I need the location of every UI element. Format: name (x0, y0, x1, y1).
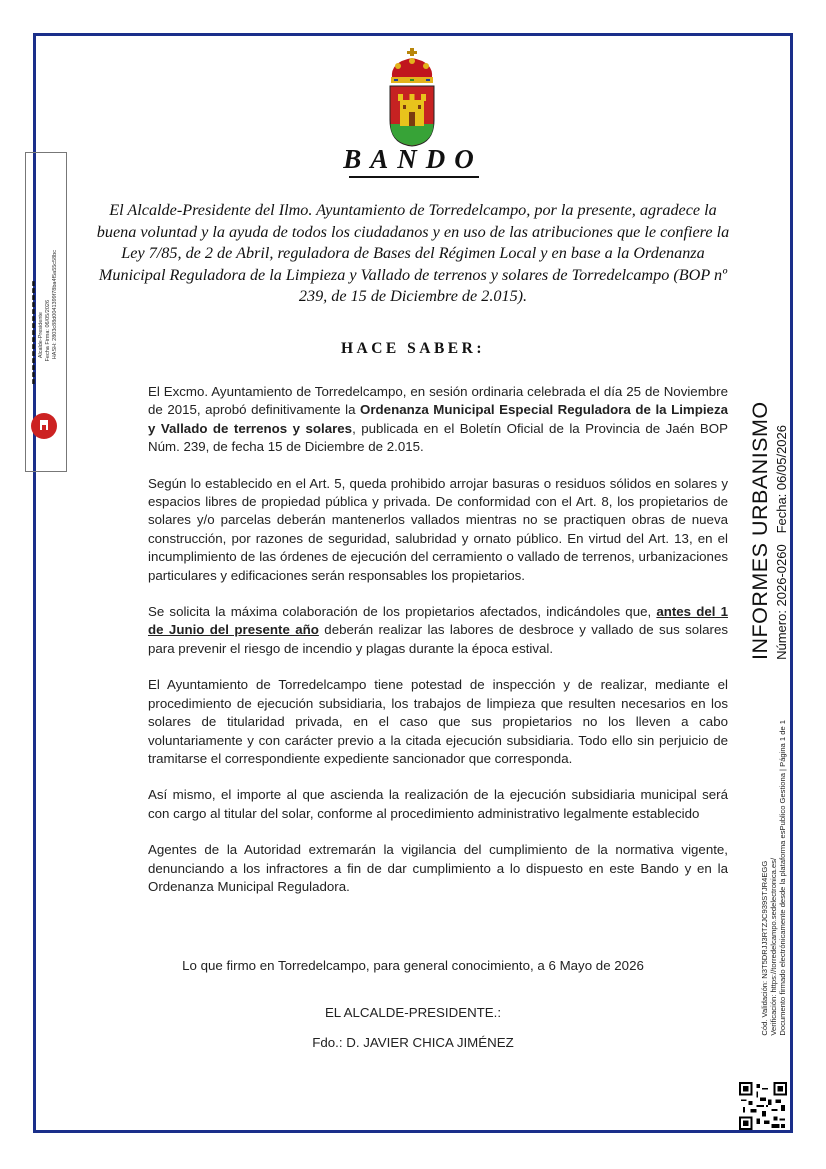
validation-code: Cód. Validación: N3T5DRJJ3RTZJC939STJR4EGG (760, 860, 769, 1036)
municipal-seal-icon (31, 413, 57, 439)
stamp-sign-date: Fecha Firma: 06/05/2026 (45, 300, 51, 362)
document-body (148, 383, 728, 914)
intro-paragraph: El Alcalde-Presidente del Ilmo. Ayuntamiento de Torredelcampo, por la presente, agradece la buena voluntad y la ayuda de todos los ciudadanos y en uso de las atribuciones que le confiere la Ley 7/85, de 2 de Abril, reguladora de Bases del Régimen Local y en base a la Ordenanza Municipal Reguladora de la Limpieza y Vallado de terrenos y solares de Torredelcampo (BOP nº 239, de 15 de Diciembre de 2.015). (96, 201, 730, 305)
hace-saber-heading: HACE SABER: (340, 340, 485, 357)
platform-note: Documento firmado electrónicamente desde la plataforma esPublico Gestiona | Página 1 de 1 (778, 720, 787, 1036)
paragraph-ejecucion-subsidiaria: El Ayuntamiento de Torredelcampo tiene potestad de inspección y de realizar, mediante el procedimiento de ejecución subsidiaria, los trabajos de limpieza que resulten necesarios en los solares de titularidad privada, en el caso que sus propietarios no los lleven a cabo voluntariamente y con carácter previo a la citada ejecución subsidiaria. Todo ello sin perjuicio de tramitarse el correspondiente expediente sancionador que corresponda. (148, 677, 728, 766)
signature-line: Fdo.: D. JAVIER CHICA JIMÉNEZ (312, 1035, 514, 1050)
document-title: BANDO (343, 144, 483, 174)
stamp-hash: HASH: 2803c88d0041399f78ba4f5a55c58bc (52, 250, 58, 360)
verification-url[interactable]: Verificación: https://torredelcampo.sedelectronica.es/ (769, 857, 778, 1036)
paragraph-ordenanza: El Excmo. Ayuntamiento de Torredelcampo, en sesión ordinaria celebrada el día 25 de Noviembre de 2015, aprobó definitivamente la Ordenanza Municipal Especial Reguladora de la Limpieza y Vallado de terrenos y solares, publicada en el Boletín Oficial de la Provincia de Jaén BOP Núm. 239, de fecha 15 de Diciembre de 2.015. (148, 384, 728, 455)
paragraph-plazo: Se solicita la máxima colaboración de los propietarios afectados, indicándoles que, antes del 1 de Junio del presente año deberán realizar las labores de desbroce y vallado de sus solares para prevenir el riesgo de incendio y plagas durante la época estival. (148, 604, 729, 656)
stamp-signer-bar: ▮▮▮▮▮▮▮▮▮▮▮▮▮▮▮ (31, 280, 37, 385)
registry-label: INFORMES URBANISMO (748, 401, 772, 660)
title-underline (349, 176, 479, 178)
paragraph-importe: Así mismo, el importe al que ascienda la realización de la ejecución subsidiaria municipal será con cargo al titular del solar, conforme al procedimiento administrativo legalmente establecido (148, 787, 728, 821)
qr-code-icon[interactable] (739, 1082, 787, 1130)
paragraph-articulos: Según lo establecido en el Art. 5, queda prohibido arrojar basuras o residuos sólidos en solares y espacios libres de propiedad pública y privada. De conformidad con el Art. 8, los propietarios de solares y/o parcelas deberán mantenerlos vallados mientras no se practiquen obras de nueva construcción, por razones de seguridad, salubridad y ornato público. En virtud del Art. 13, en el incumplimiento de las órdenes de ejecución del cerramiento o vallado de terrenos, urbanizaciones particulares y edificaciones serán responsables los propietarios. (148, 475, 728, 583)
registry-number-date: Número: 2026-0260 Fecha: 06/05/2026 (774, 425, 789, 660)
place-date: Lo que firmo en Torredelcampo, para general conocimiento, a 6 Mayo de 2026 (182, 958, 644, 973)
coat-of-arms-icon (386, 48, 438, 148)
deadline-text: antes del 1 de Junio del presente año (148, 604, 728, 638)
signer-role: EL ALCALDE-PRESIDENTE.: (324, 1005, 502, 1020)
ordenanza-name: Ordenanza Municipal Especial Reguladora de la Limpieza y Vallado de terrenos y solares (148, 402, 728, 436)
stamp-role: Alcalde-Presidente (38, 312, 44, 359)
paragraph-vigilancia: Agentes de la Autoridad extremarán la vigilancia del cumplimiento de la normativa vigente, denunciando a los infractores a fin de dar cumplimiento a lo dispuesto en este Bando y en la Ordenanza Municipal Reguladora. (148, 842, 728, 894)
validation-info (760, 720, 787, 1036)
